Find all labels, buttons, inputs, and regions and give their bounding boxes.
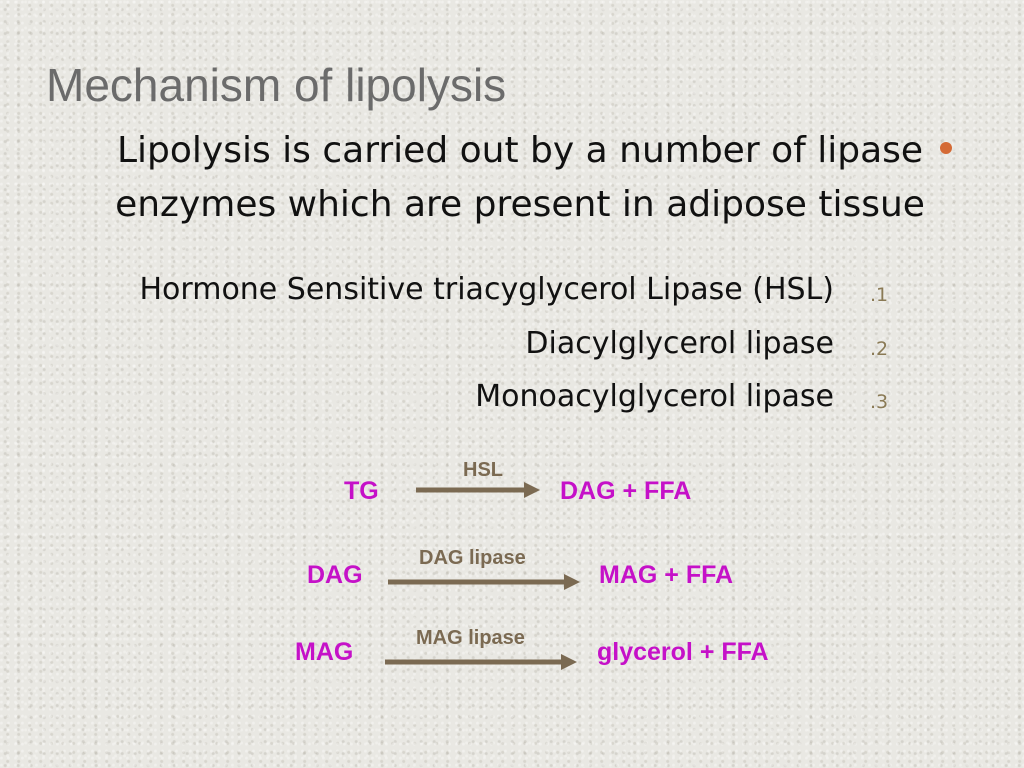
reaction-1-enzyme: HSL [463, 459, 503, 481]
bullet-line-2: enzymes which are present in adipose tissue [115, 184, 925, 225]
reaction-2-arrow-icon [386, 572, 586, 592]
enzyme-number-1: .1 [870, 284, 889, 306]
reaction-3-substrate: MAG [295, 638, 354, 666]
enzyme-item-1: Hormone Sensitive triacyglycerol Lipase (HSL) [139, 272, 834, 307]
bullet-dot-icon [940, 142, 952, 154]
reaction-3-arrow-icon [383, 652, 583, 672]
reaction-1-products: DAG + FFA [560, 477, 692, 505]
reaction-3-products: glycerol + FFA [597, 638, 769, 666]
reaction-2-products: MAG + FFA [599, 561, 734, 589]
reaction-1-arrow-icon [414, 480, 544, 500]
enzyme-item-3: Monoacylglycerol lipase [475, 379, 834, 414]
slide-title: Mechanism of lipolysis [46, 59, 507, 111]
bullet-line-1: Lipolysis is carried out by a number of lipase [116, 130, 924, 171]
enzyme-number-3: .3 [870, 391, 889, 413]
bullet-text [60, 124, 980, 232]
reaction-3-enzyme: MAG lipase [416, 627, 525, 649]
reaction-2-enzyme: DAG lipase [419, 547, 526, 569]
enzyme-number-2: .2 [870, 338, 889, 360]
reaction-1-substrate: TG [344, 477, 379, 505]
enzyme-item-2: Diacylglycerol lipase [525, 326, 834, 361]
reaction-2-substrate: DAG [307, 561, 363, 589]
